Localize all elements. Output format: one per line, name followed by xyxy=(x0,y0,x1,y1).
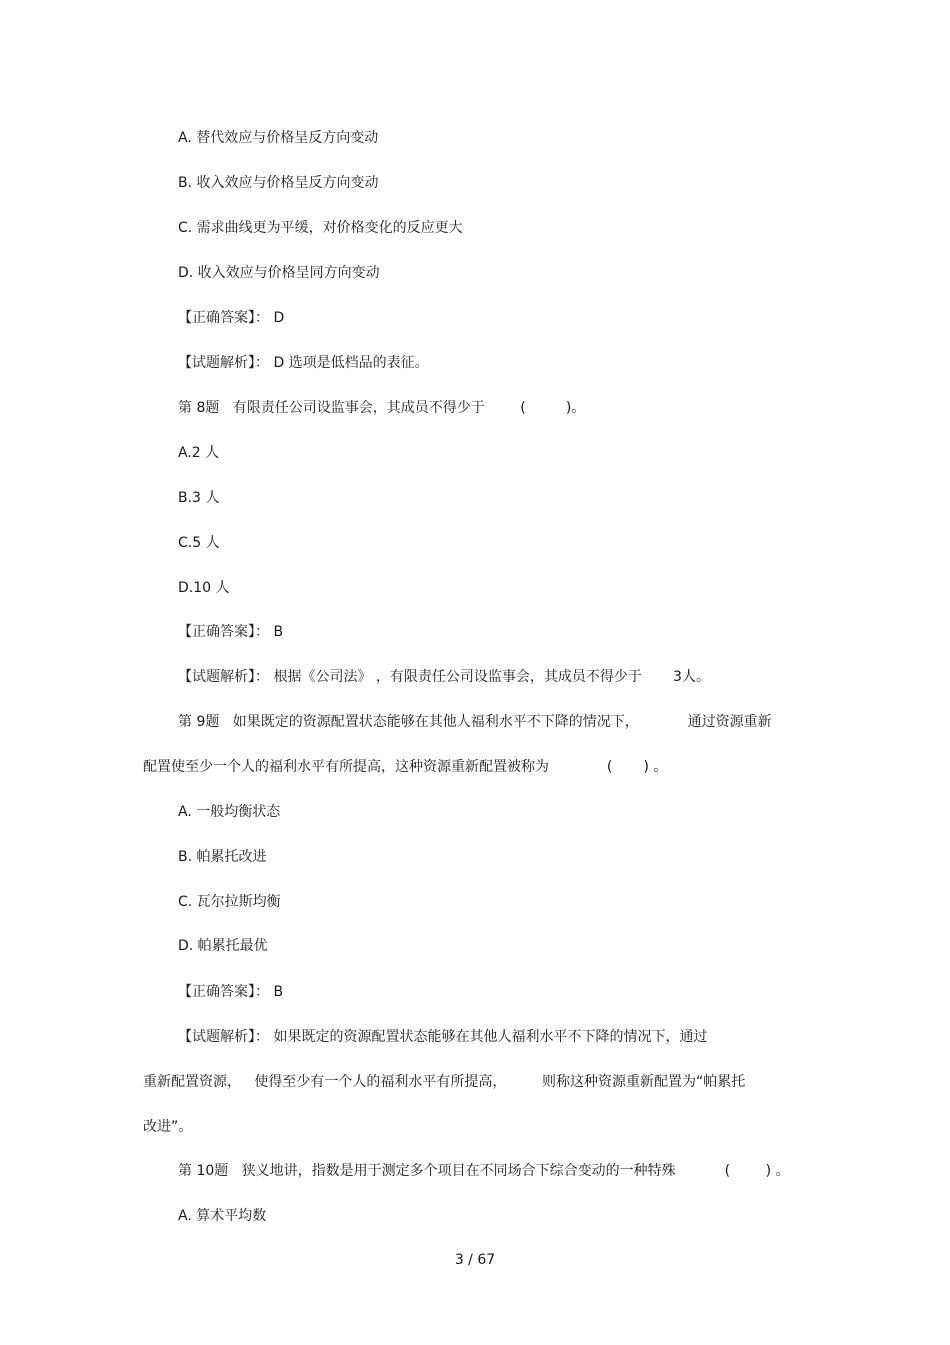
explanation-line-continued: 改进”。 xyxy=(143,1119,193,1135)
option-line: D. 帕累托最优 xyxy=(178,938,268,954)
option-line: B. 帕累托改进 xyxy=(178,849,267,865)
answer-line: 【正确答案】： D xyxy=(178,310,285,326)
option-line: A. 算术平均数 xyxy=(178,1208,267,1224)
option-line: C. 瓦尔拉斯均衡 xyxy=(178,894,281,910)
option-line: A. 替代效应与价格呈反方向变动 xyxy=(178,130,379,146)
option-line: A.2 人 xyxy=(178,445,220,461)
option-line: B. 收入效应与价格呈反方向变动 xyxy=(178,175,379,191)
explanation-line: 【试题解析】： 根据《公司法》 ，有限责任公司设监事会，其成员不得少于 3人。 xyxy=(178,669,710,685)
option-line: B.3 人 xyxy=(178,490,220,506)
explanation-line: 【试题解析】： D 选项是低档品的表征。 xyxy=(178,355,429,371)
answer-line: 【正确答案】： B xyxy=(178,624,284,640)
question-line: 第 10题 狭义地讲，指数是用于测定多个项目在不同场合下综合变动的一种特殊 ( ) 。 xyxy=(178,1163,790,1179)
explanation-line: 【试题解析】： 如果既定的资源配置状态能够在其他人福利水平不下降的情况下，通过 xyxy=(178,1029,708,1045)
option-line: D. 收入效应与价格呈同方向变动 xyxy=(178,265,380,281)
question-line-continued: 配置使至少一个人的福利水平有所提高，这种资源重新配置被称为 ( ) 。 xyxy=(143,759,668,775)
option-line: C.5 人 xyxy=(178,535,220,551)
question-line: 第 9题 如果既定的资源配置状态能够在其他人福利水平不下降的情况下， 通过资源重新 xyxy=(178,714,772,730)
page-number: 3 / 67 xyxy=(454,1252,496,1268)
answer-line: 【正确答案】： B xyxy=(178,984,284,1000)
question-line: 第 8题 有限责任公司设监事会，其成员不得少于 ( )。 xyxy=(178,400,586,416)
option-line: C. 需求曲线更为平缓，对价格变化的反应更大 xyxy=(178,220,463,236)
option-line: A. 一般均衡状态 xyxy=(178,804,281,820)
explanation-line-continued: 重新配置资源， 使得至少有一个人的福利水平有所提高， 则称这种资源重新配置为“帕累托 xyxy=(143,1074,746,1090)
option-line: D.10 人 xyxy=(178,580,230,596)
